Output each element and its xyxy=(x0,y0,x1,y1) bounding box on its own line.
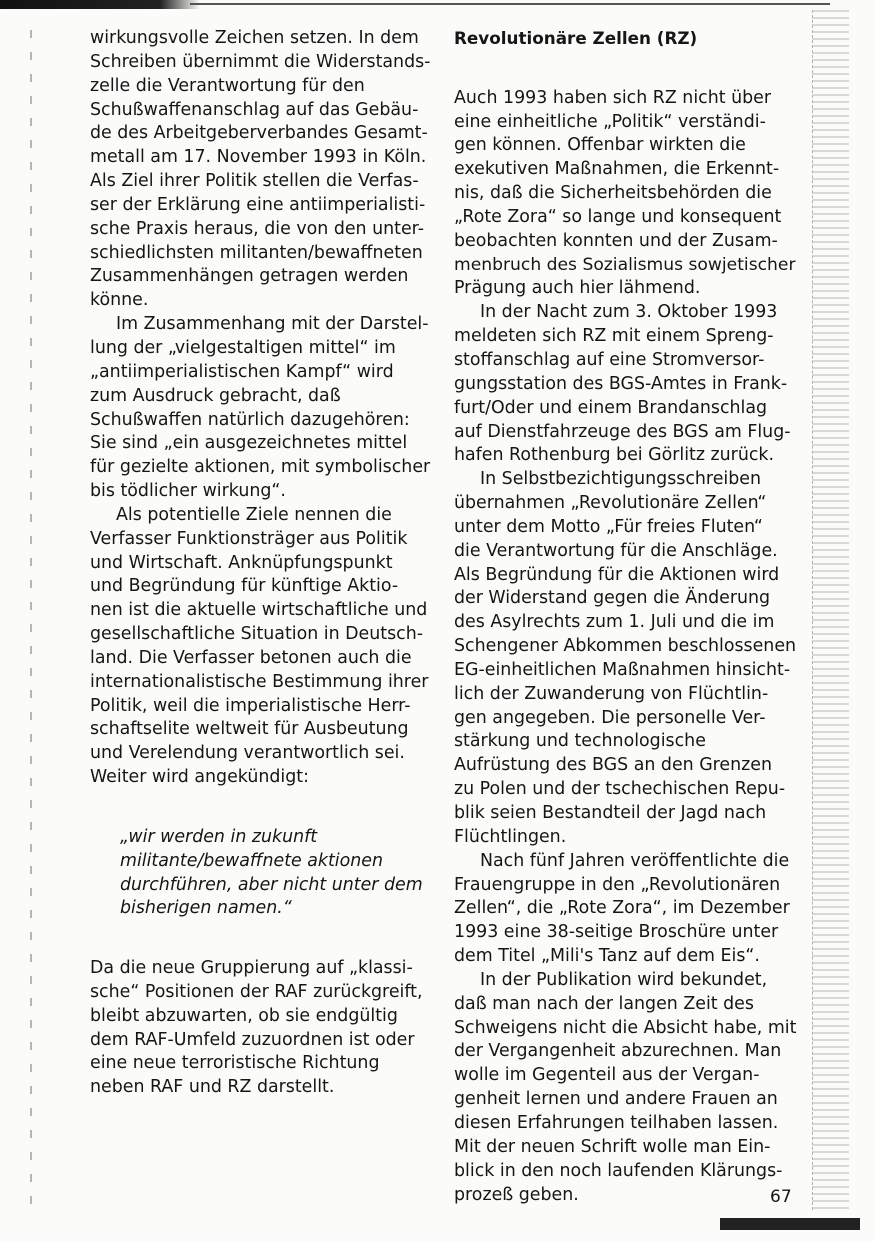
text-line: Schußwaffen natürlich dazugehören: xyxy=(90,409,410,430)
text-line: und Verelendung verantwortlich sei. xyxy=(90,743,405,764)
spacer xyxy=(90,814,435,826)
text-line: der Widerstand gegen die Änderung xyxy=(454,588,771,609)
text-line: Frauengruppe in den „Revolutionären xyxy=(454,874,781,895)
text-line: gen angegeben. Die personelle Ver- xyxy=(454,707,766,728)
text-line: lung der „vielgestaltigen mittel“ im xyxy=(90,337,396,358)
text-line: furt/Oder und einem Brandanschlag xyxy=(454,397,768,418)
scan-edge-bottom xyxy=(720,1218,860,1230)
text-line: hafen Rothenburg bei Görlitz zurück. xyxy=(454,445,775,466)
text-line: Mit der neuen Schrift wolle man Ein- xyxy=(454,1136,771,1157)
text-line: ser der Erklärung eine antiimperialisti- xyxy=(90,194,426,215)
text-line: Verfasser Funktionsträger aus Politik xyxy=(90,528,408,549)
text-line: nis, daß die Sicherheitsbehörden die xyxy=(454,183,772,204)
text-line: zelle die Verantwortung für den xyxy=(90,75,365,96)
text-line: Sie sind „ein ausgezeichnetes mittel xyxy=(90,433,408,454)
text-line: dem RAF-Umfeld zuzuordnen ist oder xyxy=(90,1029,415,1050)
quote-line: durchführen, aber nicht unter dem xyxy=(120,874,423,895)
text-line: Nach fünf Jahren veröffentlichte die xyxy=(480,850,790,871)
text-line: und Begründung für künftige Aktio- xyxy=(90,576,399,597)
text-line: Politik, weil die imperialistische Herr- xyxy=(90,695,411,716)
spacer xyxy=(90,790,435,814)
text-line: internationalistische Bestimmung ihrer xyxy=(90,671,429,692)
text-line: 1993 eine 38-seitige Broschüre unter xyxy=(454,922,779,943)
scan-edge-right xyxy=(812,10,849,1210)
right-column xyxy=(454,27,799,1207)
text-line: Als Ziel ihrer Politik stellen die Verfas- xyxy=(90,171,419,192)
quote-line: bisherigen namen.“ xyxy=(120,898,292,919)
spacer xyxy=(90,921,435,945)
text-line: Schweigens nicht die Absicht habe, mit xyxy=(454,1017,797,1038)
text-line: und Wirtschaft. Anknüpfungspunkt xyxy=(90,552,393,573)
text-line: Zusammenhängen getragen werden xyxy=(90,266,409,287)
text-line: die Verantwortung für die Anschläge. xyxy=(454,540,778,561)
text-line: land. Die Verfasser betonen auch die xyxy=(90,647,412,668)
text-line: In der Publikation wird bekundet, xyxy=(480,969,768,990)
text-line: eine einheitliche „Politik“ verständi- xyxy=(454,111,766,132)
section-heading: Revolutionäre Zellen (RZ) xyxy=(454,28,698,48)
text-line: dem Titel „Mili's Tanz auf dem Eis“. xyxy=(454,946,760,967)
text-line: stoffanschlag auf eine Stromversor- xyxy=(454,349,765,370)
text-line: eine neue terroristische Richtung xyxy=(90,1053,380,1074)
text-line: genheit lernen und andere Frauen an xyxy=(454,1089,778,1110)
page-number: 67 xyxy=(770,1187,792,1207)
text-line: blick in den noch laufenden Klärungs- xyxy=(454,1160,783,1181)
text-line: daß man nach der langen Zeit des xyxy=(454,993,754,1014)
text-line: de des Arbeitgeberverbandes Gesamt- xyxy=(90,123,428,144)
text-line: der Vergangenheit abzurechnen. Man xyxy=(454,1041,782,1062)
text-line: nen ist die aktuelle wirtschaftliche und xyxy=(90,600,428,621)
scan-line-top xyxy=(190,3,830,5)
text-line: könne. xyxy=(90,290,149,311)
scan-edge-left xyxy=(30,30,32,1210)
text-line: diesen Erfahrungen teilhaben lassen. xyxy=(454,1112,779,1133)
text-line: meldeten sich RZ mit einem Spreng- xyxy=(454,326,774,347)
text-line: stärkung und technologische xyxy=(454,731,706,752)
text-line: gen können. Offenbar wirkten die xyxy=(454,135,746,156)
text-line: prozeß geben. xyxy=(454,1184,579,1205)
spacer xyxy=(90,945,435,957)
text-line: lich der Zuwanderung von Flüchtlin- xyxy=(454,683,769,704)
spacer xyxy=(454,75,799,87)
text-line: Als Begründung für die Aktionen wird xyxy=(454,564,780,585)
text-line: bleibt abzuwarten, ob sie endgültig xyxy=(90,1005,398,1026)
text-line: unter dem Motto „Für freies Fluten“ xyxy=(454,516,763,537)
text-line: Flüchtlingen. xyxy=(454,826,567,847)
text-line: Aufrüstung des BGS an den Grenzen xyxy=(454,755,773,776)
text-line: übernahmen „Revolutionäre Zellen“ xyxy=(454,493,767,514)
text-line: des Asylrechts zum 1. Juli und die im xyxy=(454,612,775,633)
text-line: wirkungsvolle Zeichen setzen. In dem xyxy=(90,28,419,48)
text-line: schiedlichsten militanten/bewaffneten xyxy=(90,242,423,263)
spacer xyxy=(454,51,799,75)
text-line: Prägung auch hier lähmend. xyxy=(454,278,701,299)
text-line: Schußwaffenanschlag auf das Gebäu- xyxy=(90,99,419,120)
text-line: zum Ausdruck gebracht, daß xyxy=(90,385,341,406)
text-line: sche Praxis heraus, die von den unter- xyxy=(90,218,424,239)
text-line: Auch 1993 haben sich RZ nicht über xyxy=(454,87,772,108)
text-line: für gezielte aktionen, mit symbolischer xyxy=(90,457,431,478)
text-line: Zellen“, die „Rote Zora“, im Dezember xyxy=(454,898,790,919)
text-line: „Rote Zora“ so lange und konsequent xyxy=(454,206,782,227)
text-line: wolle im Gegenteil aus der Vergan- xyxy=(454,1065,760,1086)
scan-edge-top xyxy=(0,0,875,14)
text-line: auf Dienstfahrzeuge des BGS am Flug- xyxy=(454,421,791,442)
text-line: Weiter wird angekündigt: xyxy=(90,767,309,788)
text-line: Da die neue Gruppierung auf „klassi- xyxy=(90,958,413,979)
scan-shadow-top-left xyxy=(0,0,200,9)
text-line: In Selbstbezichtigungsschreiben xyxy=(480,469,761,490)
text-line: Im Zusammenhang mit der Darstel- xyxy=(116,314,429,335)
text-line: sche“ Positionen der RAF zurückgreift, xyxy=(90,981,423,1002)
text-line: gesellschaftliche Situation in Deutsch- xyxy=(90,624,424,645)
text-line: bis tödlicher wirkung“. xyxy=(90,481,286,502)
text-line: gungsstation des BGS-Amtes in Frank- xyxy=(454,373,788,394)
text-line: schaftselite weltweit für Ausbeutung xyxy=(90,719,409,740)
quote-line: militante/bewaffnete aktionen xyxy=(120,850,384,871)
text-line: „antiimperialistischen Kampf“ wird xyxy=(90,361,394,382)
text-line: exekutiven Maßnahmen, die Erkennt- xyxy=(454,159,780,180)
text-line: metall am 17. November 1993 in Köln. xyxy=(90,147,427,168)
text-line: blik seien Bestandteil der Jagd nach xyxy=(454,803,767,823)
text-line: Als potentielle Ziele nennen die xyxy=(116,504,392,525)
text-line: menbruch des Sozialismus sowjetischer xyxy=(454,254,796,275)
left-column xyxy=(90,27,435,1100)
text-line: In der Nacht zum 3. Oktober 1993 xyxy=(480,302,778,323)
text-line: neben RAF und RZ darstellt. xyxy=(90,1077,335,1098)
text-line: zu Polen und der tschechischen Repu- xyxy=(454,779,786,800)
text-line: Schreiben übernimmt die Widerstands- xyxy=(90,51,431,72)
text-line: beobachten konnten und der Zusam- xyxy=(454,230,778,251)
text-line: Schengener Abkommen beschlossenen xyxy=(454,636,797,657)
quote-line: „wir werden in zukunft xyxy=(120,826,318,847)
text-line: EG-einheitlichen Maßnahmen hinsicht- xyxy=(454,659,791,680)
